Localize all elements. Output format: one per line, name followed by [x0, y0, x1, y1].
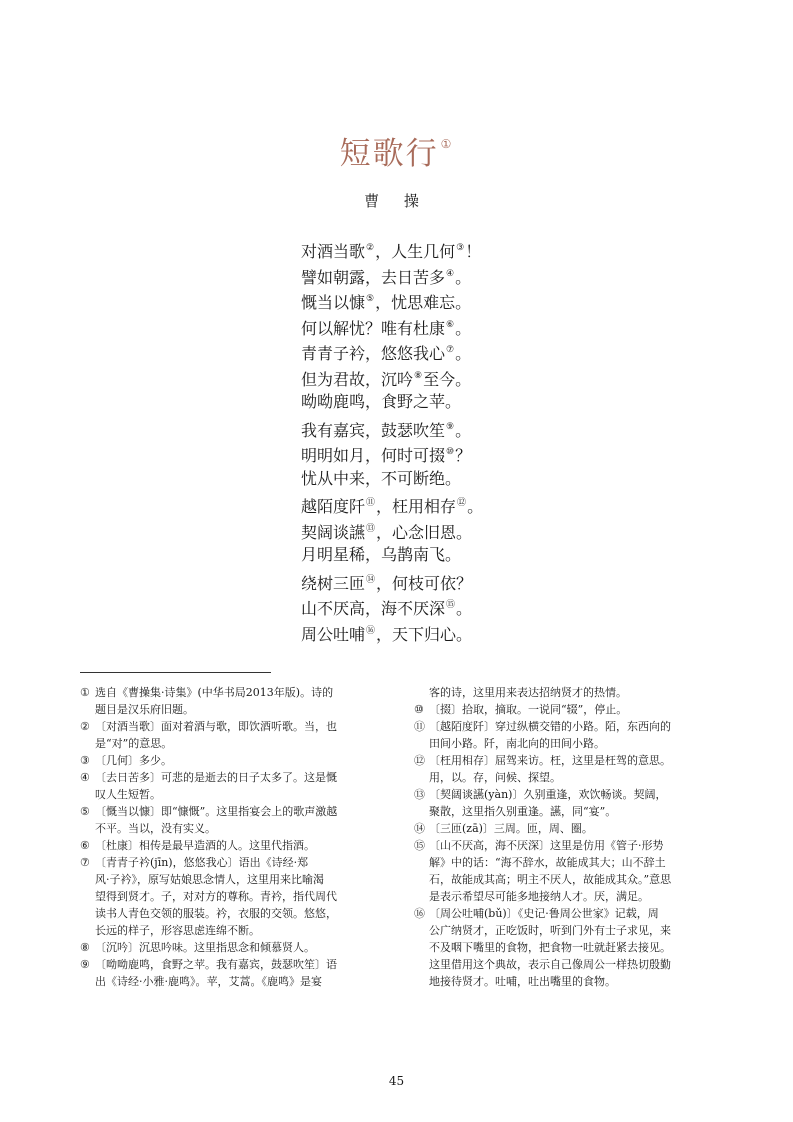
- footnote-marker: ⑮: [446, 600, 456, 610]
- footnote-text-line: 读书人青色交领的服装。衿，衣服的交领。悠悠，: [95, 907, 337, 920]
- footnote-marker: ③: [456, 243, 465, 253]
- footnote: [414, 718, 716, 752]
- poem-line: [301, 338, 483, 364]
- footnote-number: ⑧: [80, 941, 90, 954]
- footnote-text-line: 〔掇〕拾取，摘取。一说同“辍”，停止。: [429, 703, 628, 716]
- poem-line: [301, 568, 483, 594]
- footnote-marker: ⑥: [446, 319, 455, 330]
- footnote: [414, 837, 716, 905]
- footnote: [414, 701, 716, 718]
- poem-line-text: ，何枝可依？: [376, 573, 473, 593]
- footnote-text-line: 长远的样子，形容思虑连绵不断。: [95, 924, 260, 937]
- poem-line-text: ，天下归心。: [376, 624, 473, 644]
- footnote-text-line: 聚散，这里指久别重逢。讌，同“宴”。: [429, 805, 617, 818]
- footnote-text-line: 地接待贤才。吐哺，吐出嘴里的食物。: [429, 975, 616, 988]
- footnote-marker: ⑫: [457, 498, 467, 508]
- footnote-number: ⑪: [414, 720, 425, 733]
- footnote-text-line: 是“对”的意思。: [95, 737, 173, 750]
- footnote-text-line: 〔呦呦鹿鸣，食野之苹。我有嘉宾，鼓瑟吹笙〕语: [95, 958, 337, 971]
- poem-line-text: 至今。: [423, 369, 472, 389]
- poem-line: [301, 313, 483, 339]
- footnote-text-line: 田间小路。阡，南北向的田间小路。: [429, 737, 605, 750]
- footnote-marker: ②: [366, 243, 375, 253]
- footnote-text-line: 风·子衿》，原写姑娘思念情人，这里用来比喻渴: [95, 873, 324, 886]
- footnote-text-line: 选自《曹操集·诗集》(中华书局2013年版)。诗的: [95, 686, 334, 699]
- footnote-text-line: 〔契阔谈讌(yàn)〕久别重逢，欢饮畅谈。契阔，: [429, 788, 667, 801]
- footnote: [414, 786, 716, 820]
- footnote-text-line: 〔对酒当歌〕面对着酒与歌，即饮酒听歌。当，也: [95, 720, 337, 733]
- footnote-number: ④: [80, 771, 90, 784]
- poem-line: [301, 262, 483, 288]
- footnote: [80, 939, 380, 956]
- poem-line: [301, 517, 483, 543]
- footnote-number: ⑤: [80, 805, 90, 818]
- poem-line: [301, 619, 483, 645]
- poem-line: [301, 440, 483, 466]
- footnote-text-line: 石，故能成其高；明主不厌人，故能成其众。”意思: [429, 873, 672, 886]
- footnote-marker: ⑤: [366, 294, 375, 304]
- footnote-marker: ⑦: [446, 345, 455, 355]
- poem-line-text: ，忧思难忘。: [375, 293, 472, 312]
- footnote: [80, 718, 380, 752]
- footnote-number: ⑮: [414, 839, 425, 852]
- footnote: [80, 837, 380, 854]
- poem-line: [301, 466, 483, 492]
- footnote-text-line: 叹人生短暂。: [95, 788, 161, 801]
- poem-title: [0, 128, 793, 173]
- footnote: [414, 684, 716, 701]
- footnote-number: ⑭: [414, 822, 425, 835]
- footnote-marker: ⑪: [366, 498, 376, 508]
- poem-line-text: 譬如朝露，去日苦多: [301, 267, 446, 287]
- poem-line-text: 月明星稀，乌鹊南飞。: [301, 545, 462, 564]
- poem-line-text: 周公吐哺: [301, 624, 366, 644]
- poem-line-text: 。: [455, 420, 472, 440]
- footnote-number: ⑥: [80, 839, 90, 852]
- poem-line-text: ，心念旧恩。: [376, 522, 473, 542]
- footnote-text-line: 解》中的话：“海不辞水，故能成其大；山不辞土: [429, 856, 666, 869]
- footnote-number: ⑩: [414, 703, 424, 716]
- poem-line-text: 契阔谈讌: [301, 522, 366, 542]
- poem-line-text: 。: [455, 318, 472, 338]
- footnote-marker: ⑭: [366, 574, 376, 585]
- footnote-number: ⑬: [414, 788, 425, 801]
- footnote: [80, 752, 380, 769]
- poem-line: [301, 415, 483, 441]
- poem-line-text: ？: [455, 446, 472, 465]
- footnote: [414, 905, 716, 990]
- footnote-text-line: 〔山不厌高，海不厌深〕这里是仿用《管子·形势: [429, 839, 664, 852]
- footnote-text-line: 〔周公吐哺(bǔ)〕《史记·鲁周公世家》记载，周: [429, 907, 659, 920]
- footnote-text-line: 〔几何〕多少。: [95, 754, 172, 767]
- poem-line-text: 但为君故，沉吟: [301, 369, 414, 389]
- poem-line-text: ，人生几何: [375, 242, 456, 261]
- footnote: [80, 684, 380, 718]
- poem-line-text: 对酒当歌: [301, 242, 366, 261]
- poem-title-text: 短歌行: [339, 136, 439, 172]
- footnote: [80, 803, 380, 837]
- footnote-marker: ④: [446, 268, 455, 279]
- footnote-text-line: 〔越陌度阡〕穿过纵横交错的小路。陌，东西向的: [429, 720, 671, 733]
- footnote-text-line: 不及咽下嘴里的食物，把食物一吐就赶紧去接见。: [429, 941, 671, 954]
- poem-line-text: ！: [465, 242, 482, 261]
- footnote-divider: [80, 672, 271, 673]
- poem-line-text: 何以解忧？唯有杜康: [301, 318, 446, 338]
- footnote-number: ①: [80, 686, 90, 699]
- poem-line-text: 。: [455, 267, 472, 287]
- footnote-text-line: 出《诗经·小雅·鹿鸣》。苹，艾蒿。《鹿鸣》是宴: [95, 975, 322, 988]
- poem-line-text: 山不厌高，海不厌深: [301, 599, 446, 618]
- footnote-text-line: 〔沉吟〕沉思吟味。这里指思念和倾慕贤人。: [95, 941, 315, 954]
- footnote-text-line: 这里借用这个典故，表示自己像周公一样热切殷勤: [429, 958, 671, 971]
- poem-line: [301, 389, 483, 415]
- poem-line-text: 明明如月，何时可掇: [301, 446, 446, 465]
- poem-line-text: 忧从中来，不可断绝。: [301, 468, 462, 488]
- poem-line-text: 。: [455, 344, 472, 363]
- poem-line: [301, 364, 483, 390]
- footnotes-left-column: [80, 684, 380, 990]
- footnote-marker: ⑧: [414, 370, 423, 381]
- title-footnote-marker: ①: [440, 137, 454, 151]
- poem-line-text: 。: [456, 599, 473, 618]
- poem-line-text: 青青子衿，悠悠我心: [301, 344, 446, 363]
- poem-line-text: 我有嘉宾，鼓瑟吹笙: [301, 420, 446, 440]
- footnote-text-line: 〔三匝(zā)〕三周。匝，周、圈。: [429, 822, 593, 835]
- footnote: [80, 956, 380, 990]
- footnote-text-line: 〔去日苦多〕可悲的是逝去的日子太多了。这是慨: [95, 771, 337, 784]
- footnote-text-line: 〔杜康〕相传是最早造酒的人。这里代指酒。: [95, 839, 315, 852]
- footnote-text-line: 〔枉用相存〕屈驾来访。枉，这里是枉驾的意思。: [429, 754, 671, 767]
- footnote-marker: ⑨: [446, 421, 455, 432]
- footnote-text-line: 客的诗，这里用来表达招纳贤才的热情。: [429, 686, 627, 699]
- footnote-number: ③: [80, 754, 90, 767]
- footnote-text-line: 题目是汉乐府旧题。: [95, 703, 194, 716]
- footnote: [80, 854, 380, 939]
- footnotes-right-column: [414, 684, 716, 990]
- poem-line-text: 绕树三匝: [301, 573, 366, 593]
- footnote-number: ⑨: [80, 958, 90, 971]
- footnote-text-line: 望得到贤才。子，对对方的尊称。青衿，指代周代: [95, 890, 337, 903]
- poem-line-text: 慨当以慷: [301, 293, 366, 312]
- poem-line: [301, 542, 483, 568]
- poem-line: [301, 236, 483, 262]
- footnote: [80, 769, 380, 803]
- footnote-marker: ⑩: [446, 447, 455, 457]
- poem-line-text: ，枉用相存: [376, 497, 457, 516]
- poem-author: 曹 操: [364, 192, 429, 210]
- poem-line-text: 呦呦鹿鸣，食野之苹。: [301, 392, 462, 411]
- footnote-marker: ⑯: [366, 625, 376, 636]
- page-number: 45: [388, 1074, 405, 1088]
- footnote-number: ②: [80, 720, 90, 733]
- footnote-text-line: 〔青青子衿(jīn)，悠悠我心〕语出《诗经·郑: [95, 856, 309, 869]
- poem-line-text: 越陌度阡: [301, 497, 366, 516]
- footnote-marker: ⑬: [366, 523, 376, 534]
- poem-line: [301, 491, 483, 517]
- poem-line: [301, 287, 483, 313]
- footnote-text-line: 不平。当以，没有实义。: [95, 822, 216, 835]
- footnote-number: ⑯: [414, 907, 425, 920]
- footnote-text-line: 〔慨当以慷〕即“慷慨”。这里指宴会上的歌声激越: [95, 805, 338, 818]
- footnote-text-line: 用，以。存，问候、探望。: [429, 771, 561, 784]
- footnote-text-line: 公广纳贤才，正吃饭时，听到门外有士子求见，来: [429, 924, 671, 937]
- footnote-text-line: 是表示希望尽可能多地接纳人才。厌，满足。: [429, 890, 649, 903]
- footnote: [414, 752, 716, 786]
- footnote-number: ⑦: [80, 856, 90, 869]
- poem-line: [301, 593, 483, 619]
- poem-line-text: 。: [467, 497, 484, 516]
- poem-body: [301, 236, 483, 644]
- footnote: [414, 820, 716, 837]
- footnote-number: ⑫: [414, 754, 425, 767]
